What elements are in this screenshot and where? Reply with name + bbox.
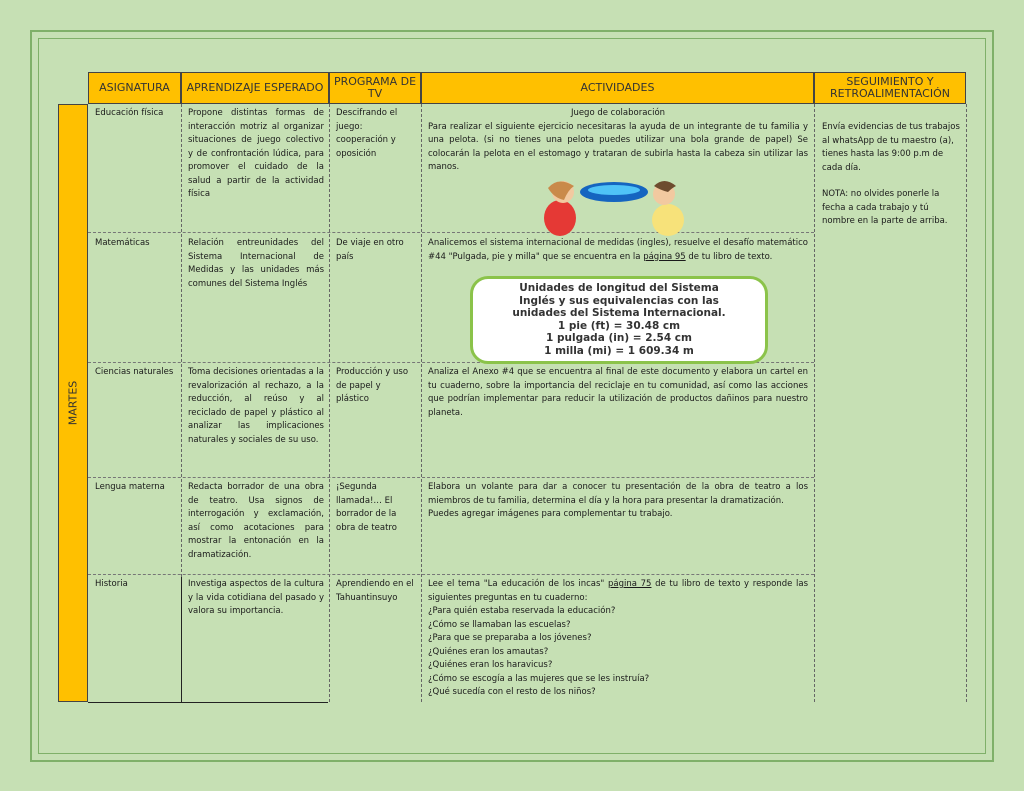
row4-actividades-2: Puedes agregar imágenes para complementar tu trabajo. <box>428 509 673 519</box>
row5-aprendizaje: Investiga aspectos de la cultura y la vida cotidiana del pasado y valora su importancia. <box>188 579 324 616</box>
row2-aprendizaje: Relación entreunidades del Sistema Internacional de Medidas y las unidades más comunes del Sistema Inglés <box>188 238 324 289</box>
day-label: MARTES <box>66 380 80 426</box>
row5-question-6: ¿Cómo se escogía a las mujeres que se les instruía? <box>428 673 650 684</box>
row1-actividades: Para realizar el siguiente ejercicio necesitaras la ayuda de un integrante de tu familia y una pelota. (si no tienes una pelota puedes utilizar una bola grande de papel) Se colocarán la pelota en el estomago y trataran de subirla hasta la cabeza sin utilizar las manos. <box>428 121 808 172</box>
row4-aprendizaje: Redacta borrador de una obra de teatro. Usa signos de interrogación y exclamación, así como acotaciones para mostrar la entonación en la dramatización. <box>188 482 324 560</box>
column-divider <box>329 104 330 702</box>
row5-question-4: ¿Quiénes eran los amautas? <box>428 646 549 657</box>
row1-actividades-title: Juego de colaboración <box>570 108 666 118</box>
row2-actividades <box>424 236 812 265</box>
row5-question-3: ¿Para que se preparaba a los jóvenes? <box>428 633 592 643</box>
header-aprendizaje: APRENDIZAJE ESPERADO <box>181 72 329 104</box>
column-divider <box>421 104 422 702</box>
seguimiento-text-1: Envía evidencias de tus trabajos al whatsApp de tu maestro (a), tienes hasta las 9:00 p.m de cada día. <box>822 122 960 173</box>
units-line-3: 1 milla (mi) = 1 609.34 m <box>544 344 694 357</box>
units-title-1: Unidades de longitud del Sistema <box>519 282 719 294</box>
row5-programa: Aprendiendo en el Tahuantinsuyo <box>336 579 414 603</box>
header-actividades: ACTIVIDADES <box>421 72 814 104</box>
row-divider <box>88 702 328 703</box>
header-seguimiento: SEGUIMIENTO Y RETROALIMENTACIÓN <box>814 72 966 104</box>
row5-actividades-end: de tu libro de texto y responde las siguientes preguntas en tu cuaderno: <box>428 579 809 603</box>
row2-page-link: página 95 <box>643 251 686 262</box>
row3-aprendizaje: Toma decisiones orientadas a la revalorización al rechazo, a la reducción, al reúso y al reciclado de papel y plástico al analizar las implicaciones naturales y sociales de su uso. <box>188 367 324 445</box>
row5-question-5: ¿Quiénes eran los haravicus? <box>428 660 553 670</box>
row2-programa: De viaje en otro país <box>336 238 404 262</box>
units-line-2: 1 pulgada (in) = 2.54 cm <box>546 332 692 344</box>
row5-page-link: página 75 <box>608 579 652 589</box>
row1-asignatura: Educación física <box>95 108 164 118</box>
header-asignatura: ASIGNATURA <box>88 72 181 104</box>
row2-actividades-text: Analicemos el sistema internacional de medidas (ingles), resuelve el desafío matemático #44 "Pulgada, pie y milla" que se encuentra en la <box>428 238 808 262</box>
units-title-3: unidades del Sistema Internacional. <box>512 307 726 319</box>
units-title-2: Inglés y sus equivalencias con las <box>519 294 719 307</box>
column-divider <box>814 104 815 702</box>
row5-actividades-text: Lee el tema "La educación de los incas" <box>428 579 609 589</box>
row5-asignatura: Historia <box>95 579 128 589</box>
seguimiento-column <box>818 120 964 230</box>
day-column <box>58 104 88 702</box>
kids-ball-illustration <box>508 178 720 236</box>
row-divider <box>88 477 814 478</box>
row3-actividades: Analiza el Anexo #4 que se encuentra al final de este documento y elabora un cartel en tu cuaderno, sobre la importancia del reciclaje en tu comunidad, así como las acciones que podrían implementar para reducir la utilización de productos dañinos para nuestro planeta. <box>428 367 808 418</box>
header-programa: PROGRAMA DE TV <box>329 72 421 104</box>
row4-asignatura: Lengua materna <box>95 482 165 492</box>
column-divider <box>181 577 182 702</box>
row1-aprendizaje: Propone distintas formas de interacción motriz al organizar situaciones de juego colectivo y de confrontación lúdica, para promover el cuidado de la salud a partir de la actividad física <box>188 108 324 199</box>
schedule-table <box>58 72 968 704</box>
units-equivalence-box <box>470 276 768 364</box>
row3-asignatura: Ciencias naturales <box>95 367 174 377</box>
row1-programa: Descifrando el juego: cooperación y oposición <box>336 108 398 159</box>
row5-question-1: ¿Para quién estaba reservada la educación? <box>428 606 616 616</box>
column-divider <box>966 104 967 702</box>
row2-actividades-end: de tu libro de texto. <box>685 251 773 262</box>
row5-question-7: ¿Qué sucedía con el resto de los niños? <box>428 687 596 697</box>
row3-programa: Producción y uso de papel y plástico <box>336 367 409 404</box>
row2-asignatura: Matemáticas <box>95 238 150 248</box>
row-divider <box>88 574 814 575</box>
row5-question-2: ¿Cómo se llamaban las escuelas? <box>428 619 571 630</box>
row4-actividades: Elabora un volante para dar a conocer tu presentación de la obra de teatro a los miembros de tu familia, determina el día y la hora para presentar la dramatización. <box>428 482 808 506</box>
units-line-1: 1 pie (ft) = 30.48 cm <box>557 319 681 332</box>
row5-actividades <box>428 578 808 605</box>
row4-programa: ¡Segunda llamada!… El borrador de la obra de teatro <box>336 482 397 533</box>
seguimiento-text-2: NOTA: no olvides ponerle la fecha a cada trabajo y tú nombre en la parte de arriba. <box>822 189 948 226</box>
